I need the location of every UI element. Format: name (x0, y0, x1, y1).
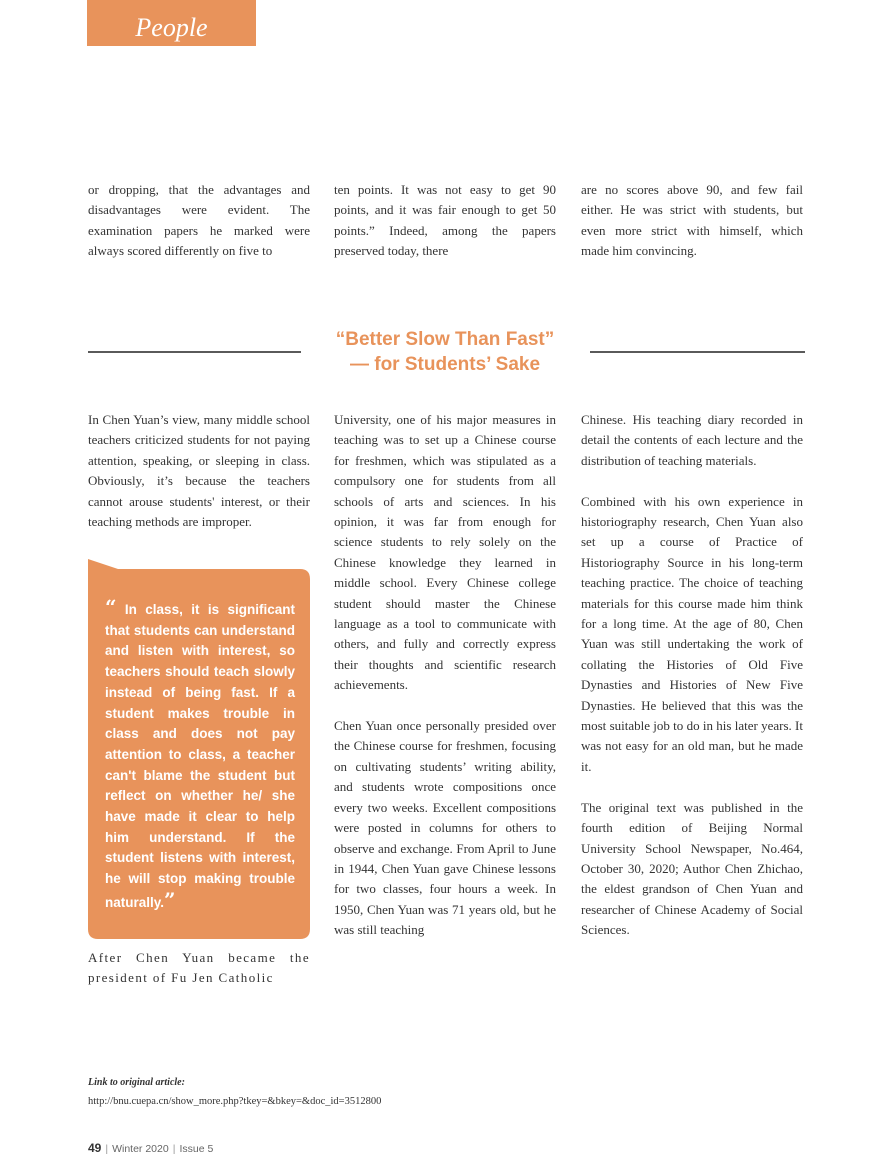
pull-quote-text: In class, it is significant that students can understand and listen with interest, so teachers should teach slowly instead of being fast. If a student makes trouble in class and does not pay attention to class, a teacher can't blame the student but reflect on whether he/ she have made it clear to help him understand. If the student listens with interest, he will stop making trouble naturally. (105, 602, 295, 910)
paragraph: Combined with his own experience in historiography research, Chen Yuan also set up a course of Practice of Historiography Source in his long-term teaching practice. The choice of teaching materials for this course made him think for a long time. At the age of 80, Chen Yuan was still undertaking the work of collating the Histories of Old Five Dynasties and Histories of New Five Dynasties. He believed that this was the most suitable job to do in his later years. It was not easy for an old man, but he made it. (581, 493, 803, 774)
paragraph: Chinese. His teaching diary recorded in detail the contents of each lecture and the distribution of teaching materials. (581, 412, 803, 468)
close-quote-mark: ” (164, 887, 176, 912)
heading-rule-right (590, 351, 805, 353)
issue-date: Winter 2020 (112, 1143, 169, 1155)
top-column-2 (334, 180, 556, 262)
open-quote-mark: “ (105, 595, 117, 619)
top-column-1 (88, 180, 310, 262)
page-number: 49 (88, 1141, 102, 1155)
body-column-3 (581, 410, 803, 941)
issue-number: Issue 5 (179, 1143, 214, 1155)
link-label: Link to original article: (88, 1077, 185, 1088)
section-title: People (135, 13, 208, 42)
heading-line-1: “Better Slow Than Fast” (335, 329, 555, 350)
section-heading (300, 327, 590, 377)
page-footer: 49 | Winter 2020 | Issue 5 (88, 1141, 214, 1155)
paragraph: The original text was published in the fourth edition of Beijing Normal University School Newspaper, No.464, October 30, 2020; Author Chen Zhichao, the eldest grandson of Chen Yuan and researcher of Chinese Academy of Social Sciences. (581, 799, 803, 938)
heading-rule-left (88, 351, 301, 353)
heading-line-2: — for Students’ Sake (349, 354, 541, 375)
pull-quote-text-block (105, 597, 295, 914)
paragraph: ten points. It was not easy to get 90 points, and it was fair enough to get 50 points.” Indeed, among the papers preserved today, there (334, 182, 556, 259)
paragraph: are no scores above 90, and few fail either. He was strict with students, but even more strict with himself, which made him convincing. (581, 182, 803, 259)
paragraph: University, one of his major measures in teaching was to set up a Chinese course for freshmen, which was stipulated as a compulsory one for students from all schools of arts and sciences. In his opinion, it was far from enough for science students to rely solely on the Chinese knowledge they learned in middle school. Every Chinese college student should master the Chinese language as a tool to communicate with others, and fully and correctly express their thoughts and scientific research achievements. (334, 412, 556, 693)
paragraph: After Chen Yuan became the president of Fu Jen Catholic (88, 950, 310, 986)
top-column-3 (581, 180, 803, 262)
body-column-1-bottom (88, 948, 310, 989)
source-link[interactable]: http://bnu.cuepa.cn/show_more.php?tkey=&bkey=&doc_id=3512800 (88, 1096, 382, 1107)
paragraph: or dropping, that the advantages and disadvantages were evident. The examination papers he marked were always scored differently on five to (88, 182, 310, 259)
paragraph: In Chen Yuan’s view, many middle school teachers criticized students for not paying attention, speaking, or sleeping in class. Obviously, it’s because the teachers cannot arouse students' interest, or their teaching methods are improper. (88, 412, 310, 530)
section-tab (87, 0, 256, 46)
body-column-2 (334, 410, 556, 941)
body-column-1-top (88, 410, 310, 532)
paragraph: Chen Yuan once personally presided over the Chinese course for freshmen, focusing on cultivating students’ writing ability, and students wrote compositions once every two weeks. Excellent compositions were posted in columns for others to observe and exchange. From April to June in 1944, Chen Yuan gave Chinese lessons for two classes, four hours a week. In 1950, Chen Yuan was 71 years old, but he was still teaching (334, 718, 556, 938)
pull-quote (88, 559, 310, 939)
